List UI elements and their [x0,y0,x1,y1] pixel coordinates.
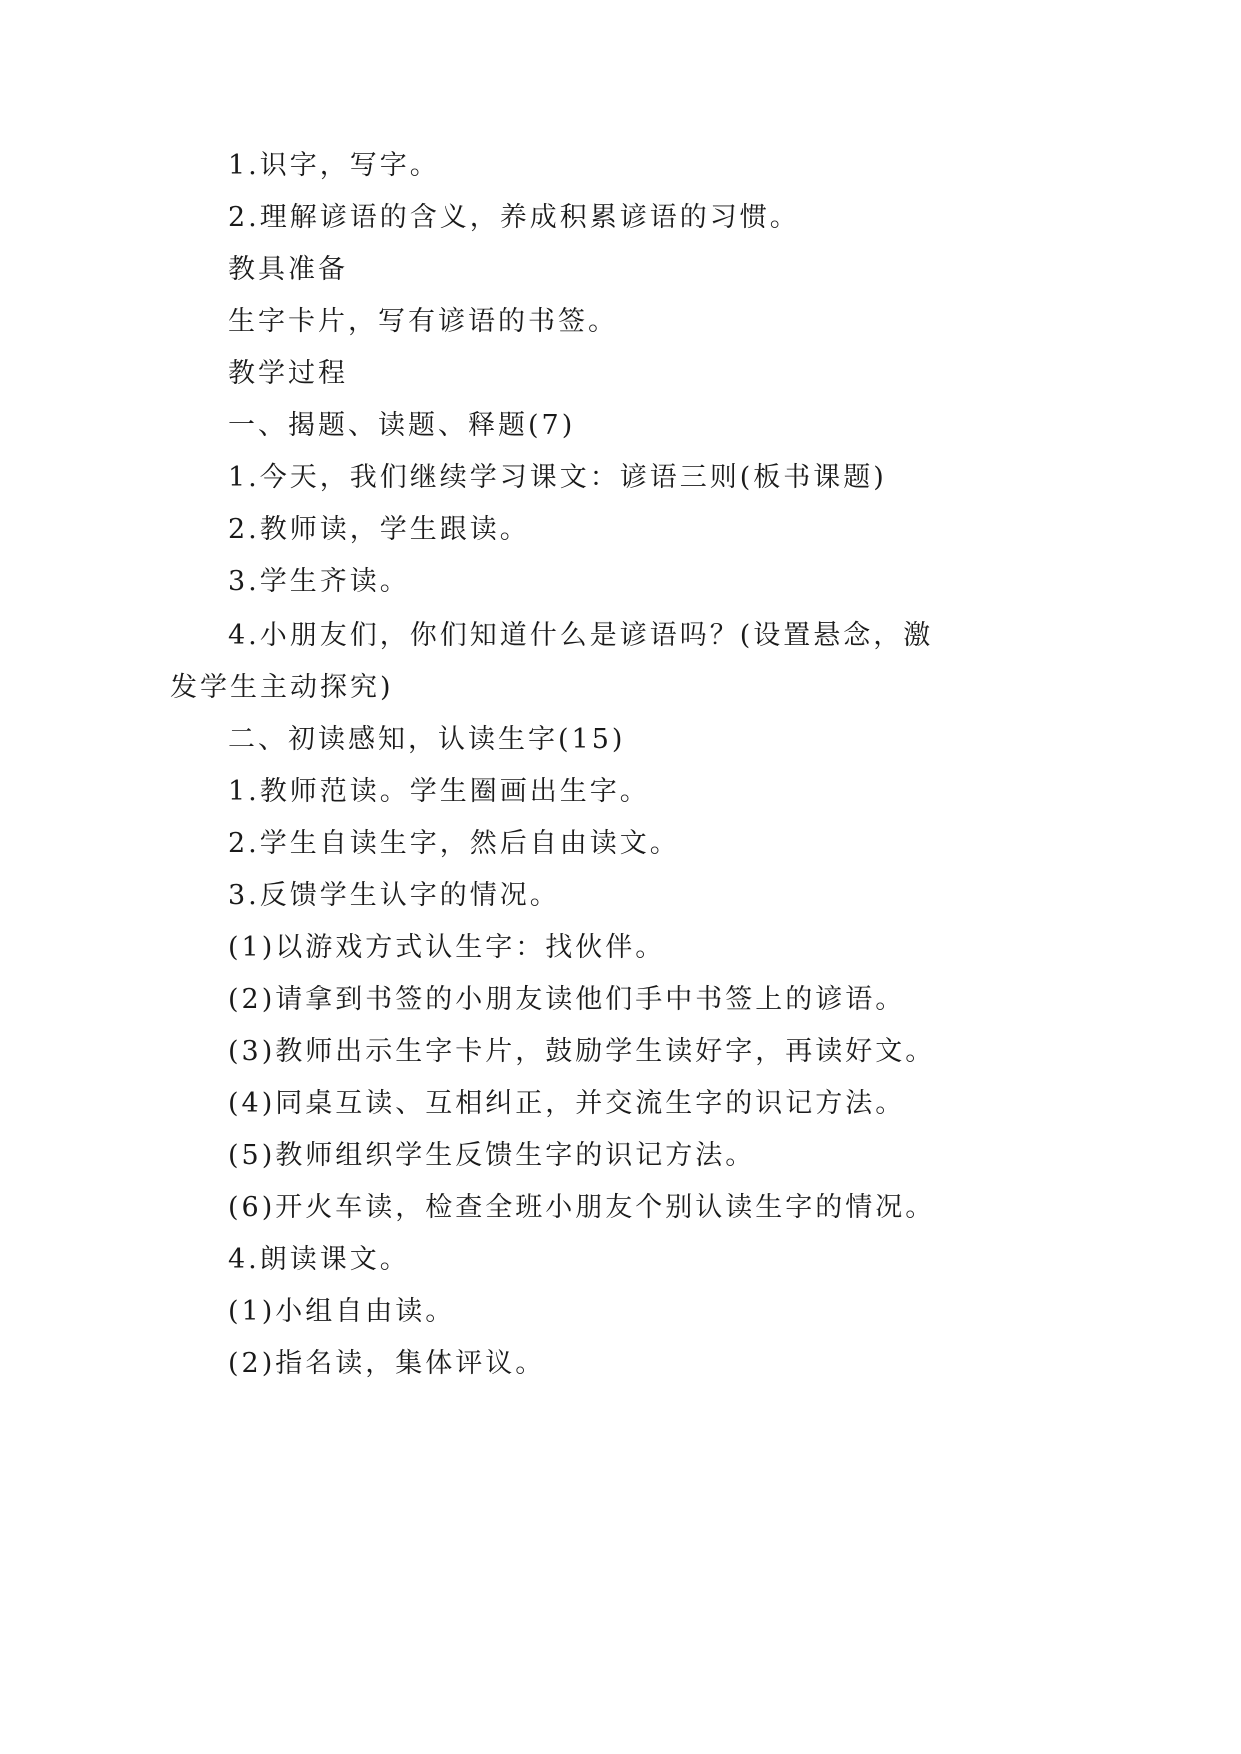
text-line: (1)小组自由读。 [228,1296,456,1327]
text-line: 4.朗读课文。 [228,1244,410,1275]
text-line: (3)教师出示生字卡片，鼓励学生读好字，再读好文。 [228,1036,936,1067]
text-line: (1)以游戏方式认生字：找伙伴。 [228,932,666,963]
text-line: 3.学生齐读。 [228,566,410,597]
text-line: (6)开火车读，检查全班小朋友个别认读生字的情况。 [228,1192,936,1223]
section-heading: 教具准备 [228,254,348,285]
text-line: (5)教师组织学生反馈生字的识记方法。 [228,1140,756,1171]
text-line: 1.识字，写字。 [228,150,440,181]
section-heading: 教学过程 [228,358,348,389]
text-line: 4.小朋友们，你们知道什么是谚语吗？(设置悬念，激 [228,620,934,651]
text-line: 生字卡片，写有谚语的书签。 [228,306,618,337]
text-line: (4)同桌互读、互相纠正，并交流生字的识记方法。 [228,1088,906,1119]
text-line: 2.学生自读生字，然后自由读文。 [228,828,680,859]
text-line: (2)请拿到书签的小朋友读他们手中书签上的谚语。 [228,984,906,1015]
text-line: 2.教师读，学生跟读。 [228,514,530,545]
text-line: 3.反馈学生认字的情况。 [228,880,560,911]
text-line: 1.教师范读。学生圈画出生字。 [228,776,650,807]
text-line-continuation: 发学生主动探究) [170,672,394,703]
text-line: (2)指名读，集体评议。 [228,1348,546,1379]
section-heading: 二、初读感知，认读生字(15) [228,724,626,755]
text-line: 1.今天，我们继续学习课文：谚语三则(板书课题) [228,462,887,493]
text-line: 2.理解谚语的含义，养成积累谚语的习惯。 [228,202,800,233]
section-heading: 一、揭题、读题、释题(7) [228,410,576,441]
